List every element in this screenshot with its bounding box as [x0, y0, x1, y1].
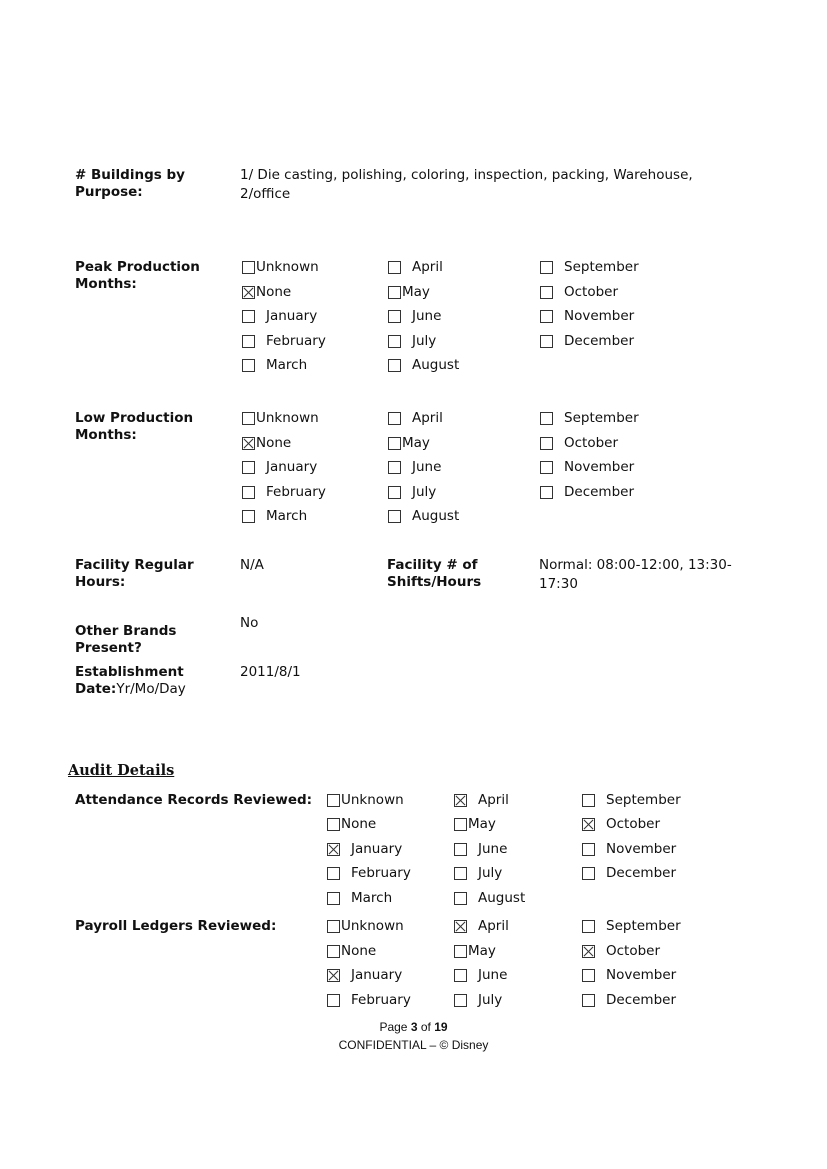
checkbox-march[interactable]: [327, 888, 392, 908]
unchecked-box-icon[interactable]: [582, 867, 595, 880]
checkbox-label: February: [266, 333, 326, 349]
checkbox-label: November: [564, 308, 635, 324]
unchecked-box-icon[interactable]: [388, 510, 401, 523]
checkbox-label: January: [266, 308, 318, 324]
unchecked-box-icon[interactable]: [327, 945, 340, 958]
checkbox-label: September: [606, 918, 681, 934]
checkbox-october[interactable]: [540, 433, 618, 453]
checkbox-label: October: [606, 943, 661, 959]
establishment-label: [75, 664, 225, 698]
checkbox-october[interactable]: [582, 814, 660, 834]
checkbox-march[interactable]: [242, 355, 307, 375]
checkbox-february[interactable]: [242, 331, 326, 351]
checkbox-label: Unknown: [341, 918, 404, 934]
unchecked-box-icon[interactable]: [454, 945, 467, 958]
checkbox-label: May: [468, 816, 496, 832]
checkbox-label: March: [266, 508, 308, 524]
checked-box-icon[interactable]: [454, 920, 467, 933]
checkbox-unknown[interactable]: [327, 790, 404, 810]
checkbox-label: October: [564, 284, 619, 300]
checkbox-unknown[interactable]: [327, 916, 404, 936]
checkbox-april[interactable]: [454, 916, 509, 936]
low-production-label: Low Production Months:: [75, 410, 194, 443]
checked-box-icon[interactable]: [454, 794, 467, 807]
unchecked-box-icon[interactable]: [242, 486, 255, 499]
checkbox-june[interactable]: [388, 457, 441, 477]
checked-box-icon[interactable]: [327, 843, 340, 856]
unchecked-box-icon[interactable]: [388, 310, 401, 323]
establishment-label-format: Yr/Mo/Day: [116, 681, 186, 697]
checked-box-icon[interactable]: [242, 437, 255, 450]
checkbox-january[interactable]: [242, 306, 317, 326]
unchecked-box-icon[interactable]: [388, 286, 401, 299]
establishment-label-bold: Establishment Date:: [75, 664, 184, 697]
unchecked-box-icon[interactable]: [540, 261, 553, 274]
page-current: 3: [410, 1020, 418, 1034]
checkbox-label: September: [564, 410, 639, 426]
checkbox-label: April: [478, 918, 509, 934]
checkbox-label: June: [478, 841, 508, 857]
checkbox-label: None: [341, 816, 377, 832]
unchecked-box-icon[interactable]: [242, 335, 255, 348]
unchecked-box-icon[interactable]: [540, 461, 553, 474]
unchecked-box-icon[interactable]: [582, 920, 595, 933]
checked-box-icon[interactable]: [582, 818, 595, 831]
unchecked-box-icon[interactable]: [388, 412, 401, 425]
checkbox-june[interactable]: [454, 839, 507, 859]
checkbox-label: December: [606, 992, 677, 1008]
unchecked-box-icon[interactable]: [582, 994, 595, 1007]
checkbox-label: December: [606, 865, 677, 881]
buildings-value: 1/ Die casting, polishing, coloring, inspection, packing, Warehouse, 2/office: [240, 167, 693, 202]
unchecked-box-icon[interactable]: [582, 794, 595, 807]
checkbox-label: September: [606, 792, 681, 808]
payroll-ledgers-label: Payroll Ledgers Reviewed:: [75, 918, 277, 934]
unchecked-box-icon[interactable]: [454, 892, 467, 905]
unchecked-box-icon[interactable]: [242, 310, 255, 323]
facility-hours-label: Facility Regular Hours:: [75, 557, 194, 590]
checkbox-july[interactable]: [388, 482, 436, 502]
other-brands-label: Other Brands Present?: [75, 623, 177, 656]
page-of: of: [417, 1020, 435, 1034]
checkbox-december[interactable]: [540, 331, 634, 351]
checkbox-label: November: [606, 841, 677, 857]
checkbox-label: February: [266, 484, 326, 500]
checkbox-october[interactable]: [582, 941, 660, 961]
checkbox-february[interactable]: [327, 990, 411, 1010]
unchecked-box-icon[interactable]: [327, 892, 340, 905]
unchecked-box-icon[interactable]: [540, 286, 553, 299]
unchecked-box-icon[interactable]: [388, 437, 401, 450]
checkbox-label: October: [606, 816, 661, 832]
unchecked-box-icon[interactable]: [454, 969, 467, 982]
checkbox-september[interactable]: [540, 408, 639, 428]
checkbox-december[interactable]: [582, 863, 676, 883]
buildings-label: # Buildings by Purpose:: [75, 167, 185, 200]
checkbox-label: January: [351, 967, 403, 983]
checkbox-label: July: [478, 992, 503, 1008]
checkbox-july[interactable]: [454, 990, 502, 1010]
checkbox-label: April: [412, 259, 443, 275]
checkbox-november[interactable]: [582, 839, 676, 859]
checkbox-label: December: [564, 333, 635, 349]
checkbox-november[interactable]: [582, 965, 676, 985]
checkbox-label: March: [351, 890, 393, 906]
checkbox-october[interactable]: [540, 282, 618, 302]
checkbox-label: April: [478, 792, 509, 808]
checkbox-february[interactable]: [242, 482, 326, 502]
unchecked-box-icon[interactable]: [242, 261, 255, 274]
checkbox-august[interactable]: [454, 888, 525, 908]
checkbox-april[interactable]: [454, 790, 509, 810]
checkbox-label: February: [351, 865, 411, 881]
unchecked-box-icon[interactable]: [242, 412, 255, 425]
other-brands-value: No: [240, 615, 259, 631]
checkbox-unknown[interactable]: [242, 408, 319, 428]
checkbox-label: February: [351, 992, 411, 1008]
checked-box-icon[interactable]: [327, 969, 340, 982]
checkbox-november[interactable]: [540, 457, 634, 477]
checked-box-icon[interactable]: [582, 945, 595, 958]
checked-box-icon[interactable]: [242, 286, 255, 299]
checkbox-label: Unknown: [256, 259, 319, 275]
checkbox-july[interactable]: [454, 863, 502, 883]
unchecked-box-icon[interactable]: [582, 843, 595, 856]
checkbox-label: Unknown: [256, 410, 319, 426]
checkbox-label: August: [478, 890, 526, 906]
checkbox-label: September: [564, 259, 639, 275]
checkbox-label: None: [256, 435, 292, 451]
checkbox-label: May: [402, 435, 430, 451]
unchecked-box-icon[interactable]: [388, 461, 401, 474]
unchecked-box-icon[interactable]: [327, 920, 340, 933]
checkbox-label: July: [412, 484, 437, 500]
checkbox-label: August: [412, 357, 460, 373]
unchecked-box-icon[interactable]: [454, 994, 467, 1007]
checkbox-label: November: [606, 967, 677, 983]
checkbox-label: August: [412, 508, 460, 524]
unchecked-box-icon[interactable]: [540, 437, 553, 450]
unchecked-box-icon[interactable]: [327, 818, 340, 831]
checkbox-unknown[interactable]: [242, 257, 319, 277]
checkbox-january[interactable]: [327, 839, 402, 859]
checkbox-label: November: [564, 459, 635, 475]
checkbox-december[interactable]: [582, 990, 676, 1010]
checkbox-label: March: [266, 357, 308, 373]
checkbox-september[interactable]: [582, 916, 681, 936]
checkbox-september[interactable]: [540, 257, 639, 277]
checkbox-may[interactable]: [454, 814, 496, 834]
unchecked-box-icon[interactable]: [327, 794, 340, 807]
page-number: [0, 1020, 827, 1034]
unchecked-box-icon[interactable]: [388, 486, 401, 499]
unchecked-box-icon[interactable]: [388, 261, 401, 274]
checkbox-may[interactable]: [388, 282, 430, 302]
checkbox-label: None: [341, 943, 377, 959]
checkbox-april[interactable]: [388, 408, 443, 428]
unchecked-box-icon[interactable]: [454, 818, 467, 831]
checkbox-may[interactable]: [388, 433, 430, 453]
checkbox-label: December: [564, 484, 635, 500]
checkbox-may[interactable]: [454, 941, 496, 961]
peak-production-label: Peak Production Months:: [75, 259, 200, 292]
page-total: 19: [434, 1020, 448, 1034]
unchecked-box-icon[interactable]: [582, 969, 595, 982]
checkbox-none[interactable]: [327, 814, 376, 834]
checkbox-label: July: [478, 865, 503, 881]
checkbox-july[interactable]: [388, 331, 436, 351]
checkbox-label: October: [564, 435, 619, 451]
audit-details-title: Audit Details: [68, 762, 175, 779]
unchecked-box-icon[interactable]: [327, 867, 340, 880]
checkbox-label: May: [402, 284, 430, 300]
checkbox-december[interactable]: [540, 482, 634, 502]
unchecked-box-icon[interactable]: [388, 335, 401, 348]
checkbox-june[interactable]: [454, 965, 507, 985]
checkbox-label: April: [412, 410, 443, 426]
checkbox-label: June: [478, 967, 508, 983]
checkbox-february[interactable]: [327, 863, 411, 883]
unchecked-box-icon[interactable]: [540, 310, 553, 323]
unchecked-box-icon[interactable]: [242, 461, 255, 474]
unchecked-box-icon[interactable]: [242, 359, 255, 372]
checkbox-none[interactable]: [242, 282, 291, 302]
unchecked-box-icon[interactable]: [242, 510, 255, 523]
checkbox-label: January: [351, 841, 403, 857]
checkbox-march[interactable]: [242, 506, 307, 526]
checkbox-january[interactable]: [327, 965, 402, 985]
checkbox-label: None: [256, 284, 292, 300]
unchecked-box-icon[interactable]: [454, 843, 467, 856]
checkbox-label: June: [412, 459, 442, 475]
checkbox-label: January: [266, 459, 318, 475]
unchecked-box-icon[interactable]: [454, 867, 467, 880]
unchecked-box-icon[interactable]: [540, 412, 553, 425]
checkbox-august[interactable]: [388, 506, 459, 526]
checkbox-label: Unknown: [341, 792, 404, 808]
establishment-value: 2011/8/1: [240, 664, 301, 680]
facility-shifts-value: Normal: 08:00-12:00, 13:30-17:30: [539, 557, 732, 592]
confidential-notice: CONFIDENTIAL – © Disney: [338, 1038, 489, 1052]
page-prefix: Page: [379, 1020, 411, 1034]
attendance-records-label: Attendance Records Reviewed:: [75, 792, 313, 808]
checkbox-june[interactable]: [388, 306, 441, 326]
checkbox-label: May: [468, 943, 496, 959]
checkbox-january[interactable]: [242, 457, 317, 477]
unchecked-box-icon[interactable]: [540, 486, 553, 499]
checkbox-august[interactable]: [388, 355, 459, 375]
checkbox-label: July: [412, 333, 437, 349]
checkbox-none[interactable]: [242, 433, 291, 453]
checkbox-september[interactable]: [582, 790, 681, 810]
checkbox-label: June: [412, 308, 442, 324]
unchecked-box-icon[interactable]: [327, 994, 340, 1007]
unchecked-box-icon[interactable]: [388, 359, 401, 372]
facility-shifts-label: Facility # of Shifts/Hours: [387, 557, 482, 590]
facility-hours-value: N/A: [240, 557, 264, 573]
checkbox-november[interactable]: [540, 306, 634, 326]
unchecked-box-icon[interactable]: [540, 335, 553, 348]
checkbox-none[interactable]: [327, 941, 376, 961]
checkbox-april[interactable]: [388, 257, 443, 277]
